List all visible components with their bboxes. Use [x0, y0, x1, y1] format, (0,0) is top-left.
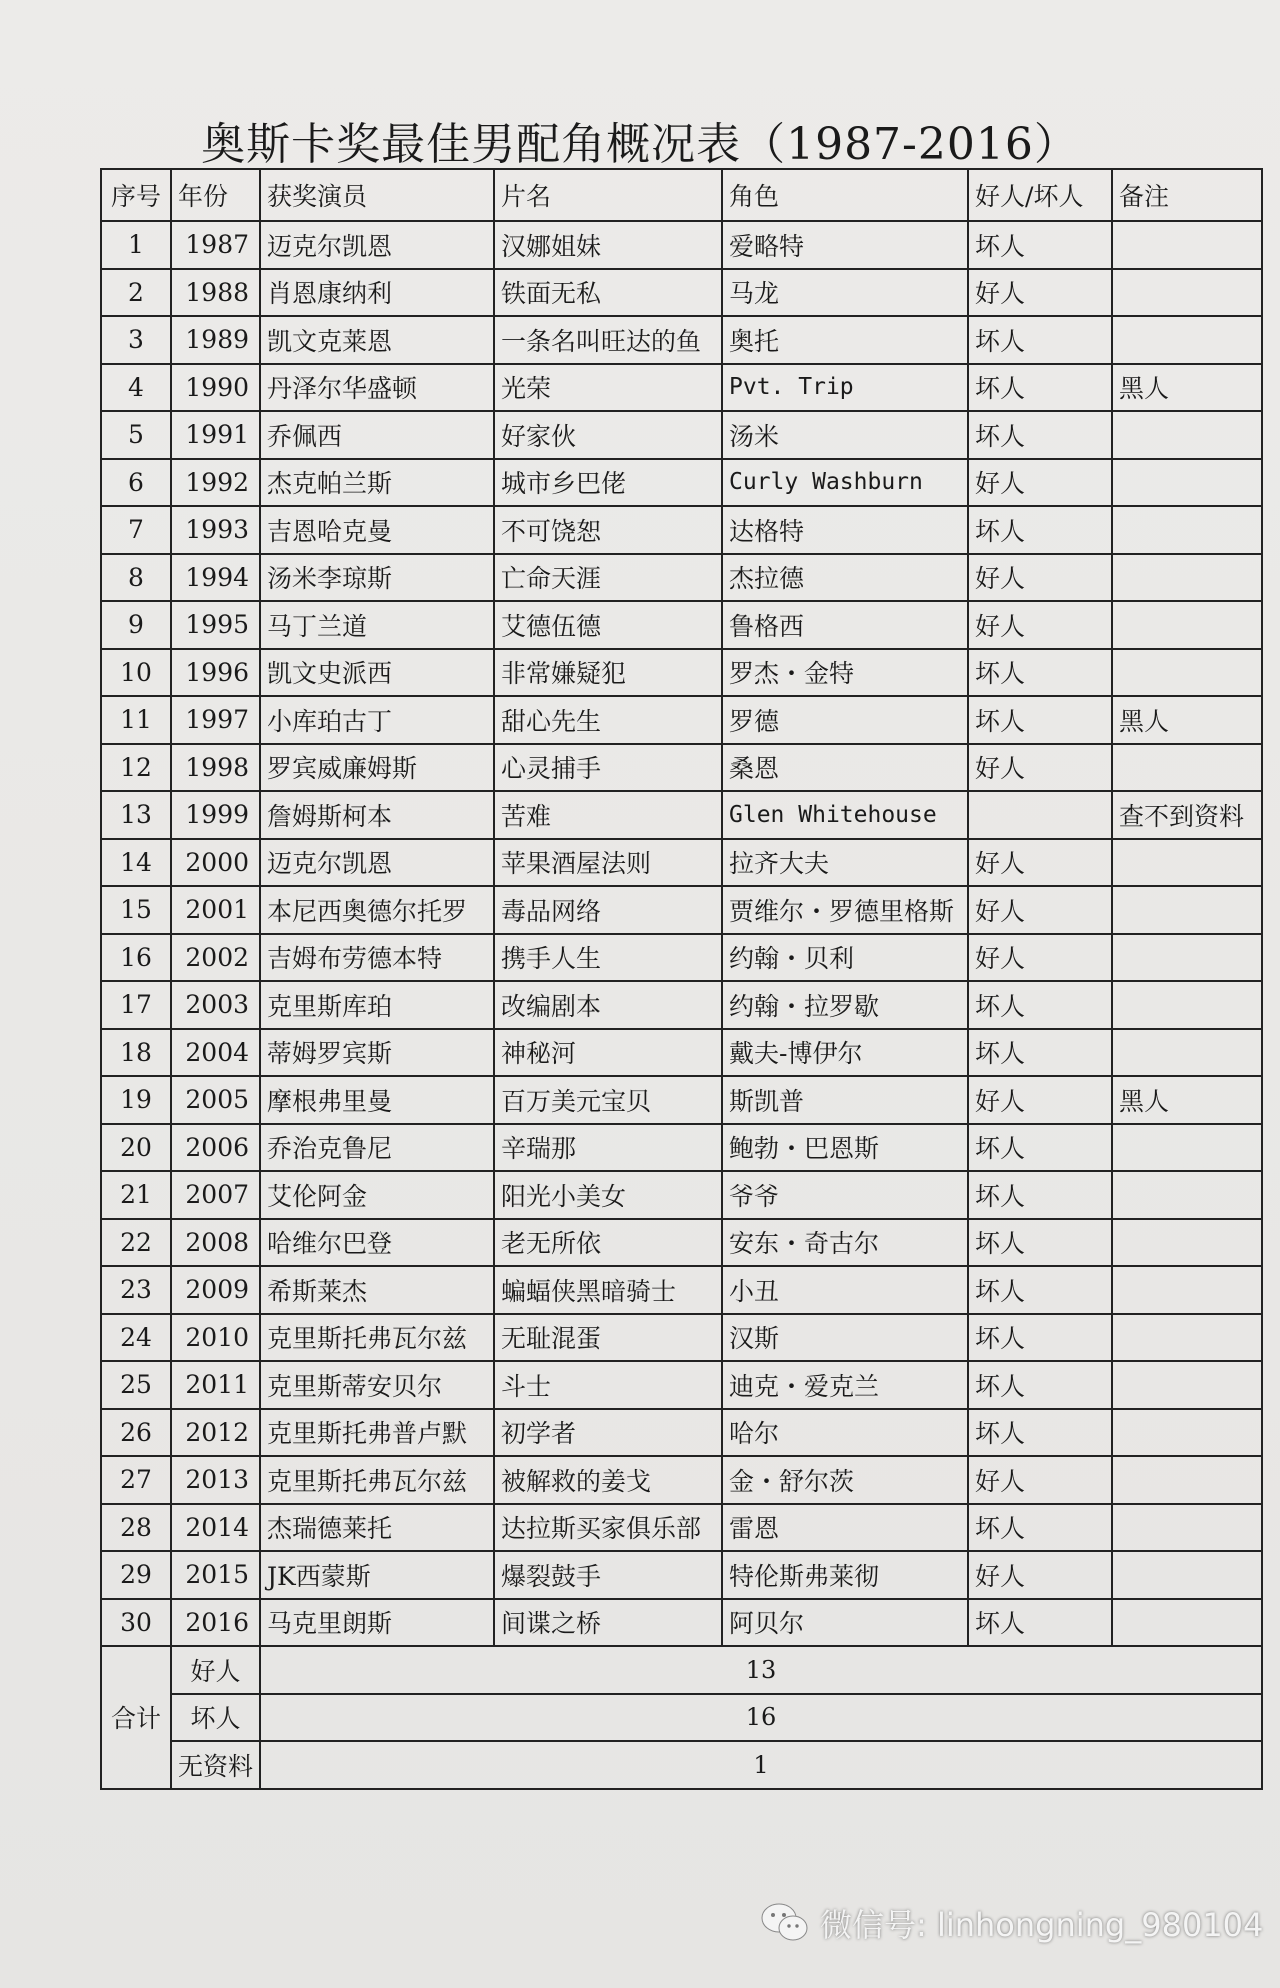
- row-role: 贾维尔・罗德里格斯: [722, 886, 968, 934]
- row-film: 铁面无私: [494, 269, 722, 317]
- row-actor: 哈维尔巴登: [260, 1219, 494, 1267]
- row-role: Curly Washburn: [722, 459, 968, 507]
- row-actor: 希斯莱杰: [260, 1266, 494, 1314]
- row-good-bad: 好人: [968, 1551, 1112, 1599]
- table-row: [101, 1599, 1262, 1647]
- table-row: [101, 1551, 1262, 1599]
- row-index: 5: [101, 411, 171, 459]
- table-row: [101, 1076, 1262, 1124]
- row-film: 艾德伍德: [494, 601, 722, 649]
- wechat-icon: [760, 1901, 810, 1945]
- row-year: 2015: [171, 1551, 260, 1599]
- row-film: 被解救的姜戈: [494, 1456, 722, 1504]
- row-index: 4: [101, 364, 171, 412]
- row-index: 12: [101, 744, 171, 792]
- row-film: 苦难: [494, 791, 722, 839]
- row-actor: 蒂姆罗宾斯: [260, 1029, 494, 1077]
- row-year: 1997: [171, 696, 260, 744]
- table-row: [101, 1456, 1262, 1504]
- row-actor: 凯文史派西: [260, 649, 494, 697]
- row-film: 初学者: [494, 1409, 722, 1457]
- row-note: [1112, 839, 1262, 887]
- row-film: 斗士: [494, 1361, 722, 1409]
- table-row: [101, 1409, 1262, 1457]
- row-index: 26: [101, 1409, 171, 1457]
- row-note: [1112, 744, 1262, 792]
- table-header-row: [101, 169, 1262, 221]
- header-index: 序号: [101, 169, 171, 221]
- row-good-bad: 坏人: [968, 1029, 1112, 1077]
- row-film: 辛瑞那: [494, 1124, 722, 1172]
- row-note: [1112, 506, 1262, 554]
- table-row: [101, 1266, 1262, 1314]
- row-actor: 本尼西奥德尔托罗: [260, 886, 494, 934]
- row-actor: JK西蒙斯: [260, 1551, 494, 1599]
- row-year: 2001: [171, 886, 260, 934]
- table-row: [101, 744, 1262, 792]
- row-role: 爱略特: [722, 221, 968, 269]
- row-note: [1112, 1219, 1262, 1267]
- row-good-bad: 好人: [968, 1076, 1112, 1124]
- row-good-bad: 好人: [968, 1456, 1112, 1504]
- row-film: 汉娜姐妹: [494, 221, 722, 269]
- row-year: 1991: [171, 411, 260, 459]
- row-note: [1112, 1504, 1262, 1552]
- row-good-bad: 坏人: [968, 1314, 1112, 1362]
- row-year: 1990: [171, 364, 260, 412]
- row-film: 甜心先生: [494, 696, 722, 744]
- header-note: 备注: [1112, 169, 1262, 221]
- row-role: 杰拉德: [722, 554, 968, 602]
- row-note: [1112, 886, 1262, 934]
- row-film: 苹果酒屋法则: [494, 839, 722, 887]
- row-year: 2004: [171, 1029, 260, 1077]
- row-actor: 杰克帕兰斯: [260, 459, 494, 507]
- table-row: [101, 1171, 1262, 1219]
- row-year: 2000: [171, 839, 260, 887]
- row-role: 马龙: [722, 269, 968, 317]
- table-row: [101, 506, 1262, 554]
- summary-item-label: 无资料: [171, 1741, 260, 1789]
- row-role: 戴夫-博伊尔: [722, 1029, 968, 1077]
- row-index: 28: [101, 1504, 171, 1552]
- row-role: 汤米: [722, 411, 968, 459]
- header-good-bad: 好人/坏人: [968, 169, 1112, 221]
- row-film: 无耻混蛋: [494, 1314, 722, 1362]
- row-year: 2003: [171, 981, 260, 1029]
- row-film: 爆裂鼓手: [494, 1551, 722, 1599]
- row-actor: 艾伦阿金: [260, 1171, 494, 1219]
- row-actor: 肖恩康纳利: [260, 269, 494, 317]
- row-role: 小丑: [722, 1266, 968, 1314]
- row-good-bad: 坏人: [968, 1171, 1112, 1219]
- row-good-bad: 好人: [968, 554, 1112, 602]
- awards-table: [100, 168, 1263, 1790]
- row-good-bad: 好人: [968, 459, 1112, 507]
- table-row: [101, 459, 1262, 507]
- row-year: 1988: [171, 269, 260, 317]
- row-film: 百万美元宝贝: [494, 1076, 722, 1124]
- table-row: [101, 411, 1262, 459]
- row-good-bad: 坏人: [968, 696, 1112, 744]
- row-role: 安东・奇古尔: [722, 1219, 968, 1267]
- summary-row: [101, 1741, 1262, 1789]
- row-index: 13: [101, 791, 171, 839]
- table-row: [101, 649, 1262, 697]
- row-note: 黑人: [1112, 696, 1262, 744]
- row-note: [1112, 459, 1262, 507]
- row-note: [1112, 1599, 1262, 1647]
- row-note: [1112, 554, 1262, 602]
- row-good-bad: 好人: [968, 886, 1112, 934]
- row-actor: 吉姆布劳德本特: [260, 934, 494, 982]
- row-index: 1: [101, 221, 171, 269]
- row-good-bad: 坏人: [968, 316, 1112, 364]
- table-row: [101, 316, 1262, 364]
- row-note: [1112, 1266, 1262, 1314]
- row-index: 6: [101, 459, 171, 507]
- row-note: [1112, 1171, 1262, 1219]
- header-actor: 获奖演员: [260, 169, 494, 221]
- row-note: [1112, 1124, 1262, 1172]
- summary-row: [101, 1694, 1262, 1742]
- row-actor: 乔佩西: [260, 411, 494, 459]
- summary-item-value: 16: [260, 1694, 1262, 1742]
- row-year: 1999: [171, 791, 260, 839]
- row-good-bad: 好人: [968, 601, 1112, 649]
- row-film: 心灵捕手: [494, 744, 722, 792]
- row-year: 2010: [171, 1314, 260, 1362]
- row-actor: 汤米李琼斯: [260, 554, 494, 602]
- table-row: [101, 554, 1262, 602]
- row-role: 罗杰・金特: [722, 649, 968, 697]
- row-index: 8: [101, 554, 171, 602]
- row-film: 阳光小美女: [494, 1171, 722, 1219]
- row-note: [1112, 269, 1262, 317]
- row-actor: 克里斯库珀: [260, 981, 494, 1029]
- row-actor: 克里斯蒂安贝尔: [260, 1361, 494, 1409]
- row-actor: 摩根弗里曼: [260, 1076, 494, 1124]
- row-good-bad: 好人: [968, 839, 1112, 887]
- row-good-bad: 坏人: [968, 1409, 1112, 1457]
- row-role: 哈尔: [722, 1409, 968, 1457]
- row-index: 10: [101, 649, 171, 697]
- row-year: 1989: [171, 316, 260, 364]
- row-role: 汉斯: [722, 1314, 968, 1362]
- row-index: 20: [101, 1124, 171, 1172]
- row-good-bad: 好人: [968, 269, 1112, 317]
- row-good-bad: 好人: [968, 744, 1112, 792]
- row-actor: 马克里朗斯: [260, 1599, 494, 1647]
- row-year: 2016: [171, 1599, 260, 1647]
- row-year: 1994: [171, 554, 260, 602]
- table-row: [101, 1314, 1262, 1362]
- row-good-bad: 坏人: [968, 364, 1112, 412]
- row-role: 罗德: [722, 696, 968, 744]
- row-year: 1992: [171, 459, 260, 507]
- row-note: [1112, 1361, 1262, 1409]
- row-note: [1112, 1551, 1262, 1599]
- table-row: [101, 364, 1262, 412]
- watermark-text: 微信号: linhongning_980104: [820, 1906, 1264, 1944]
- row-role: 斯凯普: [722, 1076, 968, 1124]
- row-actor: 小库珀古丁: [260, 696, 494, 744]
- page-title: 奥斯卡奖最佳男配角概况表（1987-2016）: [201, 119, 1079, 170]
- row-note: [1112, 1456, 1262, 1504]
- header-film: 片名: [494, 169, 722, 221]
- row-good-bad: [968, 791, 1112, 839]
- row-note: [1112, 221, 1262, 269]
- row-role: Glen Whitehouse: [722, 791, 968, 839]
- row-index: 11: [101, 696, 171, 744]
- row-index: 27: [101, 1456, 171, 1504]
- wechat-watermark: [760, 1900, 1263, 1946]
- row-index: 15: [101, 886, 171, 934]
- table-row: [101, 981, 1262, 1029]
- row-film: 蝙蝠侠黑暗骑士: [494, 1266, 722, 1314]
- row-year: 2008: [171, 1219, 260, 1267]
- row-note: 黑人: [1112, 364, 1262, 412]
- row-note: [1112, 316, 1262, 364]
- row-index: 7: [101, 506, 171, 554]
- header-role: 角色: [722, 169, 968, 221]
- row-year: 2013: [171, 1456, 260, 1504]
- row-role: 达格特: [722, 506, 968, 554]
- row-year: 2014: [171, 1504, 260, 1552]
- summary-item-label: 好人: [171, 1646, 260, 1694]
- row-year: 2006: [171, 1124, 260, 1172]
- row-note: [1112, 1409, 1262, 1457]
- row-actor: 克里斯托弗普卢默: [260, 1409, 494, 1457]
- row-role: 奥托: [722, 316, 968, 364]
- row-year: 2011: [171, 1361, 260, 1409]
- row-film: 非常嫌疑犯: [494, 649, 722, 697]
- row-actor: 吉恩哈克曼: [260, 506, 494, 554]
- row-year: 2002: [171, 934, 260, 982]
- table-row: [101, 791, 1262, 839]
- row-good-bad: 坏人: [968, 506, 1112, 554]
- row-role: 拉齐大夫: [722, 839, 968, 887]
- table-row: [101, 1124, 1262, 1172]
- row-actor: 克里斯托弗瓦尔兹: [260, 1314, 494, 1362]
- row-year: 1987: [171, 221, 260, 269]
- row-film: 达拉斯买家俱乐部: [494, 1504, 722, 1552]
- row-index: 2: [101, 269, 171, 317]
- row-index: 18: [101, 1029, 171, 1077]
- row-index: 21: [101, 1171, 171, 1219]
- row-good-bad: 坏人: [968, 1266, 1112, 1314]
- row-index: 24: [101, 1314, 171, 1362]
- row-actor: 迈克尔凯恩: [260, 839, 494, 887]
- row-year: 2009: [171, 1266, 260, 1314]
- table-row: [101, 886, 1262, 934]
- row-year: 2007: [171, 1171, 260, 1219]
- table-row: [101, 1361, 1262, 1409]
- row-year: 1993: [171, 506, 260, 554]
- table-row: [101, 269, 1262, 317]
- row-good-bad: 坏人: [968, 1124, 1112, 1172]
- row-year: 2012: [171, 1409, 260, 1457]
- row-role: Pvt. Trip: [722, 364, 968, 412]
- row-index: 9: [101, 601, 171, 649]
- summary-label: 合计: [101, 1646, 171, 1789]
- row-actor: 丹泽尔华盛顿: [260, 364, 494, 412]
- row-film: 城市乡巴佬: [494, 459, 722, 507]
- row-index: 14: [101, 839, 171, 887]
- row-good-bad: 好人: [968, 934, 1112, 982]
- table-row: [101, 839, 1262, 887]
- row-role: 雷恩: [722, 1504, 968, 1552]
- row-role: 阿贝尔: [722, 1599, 968, 1647]
- row-film: 神秘河: [494, 1029, 722, 1077]
- row-film: 光荣: [494, 364, 722, 412]
- row-note: [1112, 1314, 1262, 1362]
- row-good-bad: 坏人: [968, 981, 1112, 1029]
- row-good-bad: 坏人: [968, 1219, 1112, 1267]
- table-row: [101, 934, 1262, 982]
- row-note: [1112, 601, 1262, 649]
- row-note: [1112, 934, 1262, 982]
- row-role: 约翰・贝利: [722, 934, 968, 982]
- row-role: 约翰・拉罗歇: [722, 981, 968, 1029]
- row-index: 25: [101, 1361, 171, 1409]
- row-index: 29: [101, 1551, 171, 1599]
- row-good-bad: 坏人: [968, 1504, 1112, 1552]
- row-role: 鲍勃・巴恩斯: [722, 1124, 968, 1172]
- row-role: 爷爷: [722, 1171, 968, 1219]
- row-note: 查不到资料: [1112, 791, 1262, 839]
- row-index: 16: [101, 934, 171, 982]
- row-good-bad: 坏人: [968, 411, 1112, 459]
- row-actor: 马丁兰道: [260, 601, 494, 649]
- row-film: 一条名叫旺达的鱼: [494, 316, 722, 364]
- table-row: [101, 696, 1262, 744]
- summary-item-value: 13: [260, 1646, 1262, 1694]
- summary-item-value: 1: [260, 1741, 1262, 1789]
- row-film: 改编剧本: [494, 981, 722, 1029]
- table-row: [101, 601, 1262, 649]
- row-good-bad: 坏人: [968, 221, 1112, 269]
- row-index: 19: [101, 1076, 171, 1124]
- row-film: 携手人生: [494, 934, 722, 982]
- row-note: [1112, 411, 1262, 459]
- row-note: 黑人: [1112, 1076, 1262, 1124]
- table-row: [101, 1219, 1262, 1267]
- row-year: 2005: [171, 1076, 260, 1124]
- row-year: 1998: [171, 744, 260, 792]
- row-film: 毒品网络: [494, 886, 722, 934]
- row-good-bad: 坏人: [968, 1361, 1112, 1409]
- row-note: [1112, 649, 1262, 697]
- row-role: 桑恩: [722, 744, 968, 792]
- row-actor: 詹姆斯柯本: [260, 791, 494, 839]
- summary-item-label: 坏人: [171, 1694, 260, 1742]
- table-row: [101, 1029, 1262, 1077]
- row-note: [1112, 1029, 1262, 1077]
- row-index: 23: [101, 1266, 171, 1314]
- row-good-bad: 坏人: [968, 649, 1112, 697]
- row-year: 1995: [171, 601, 260, 649]
- table-row: [101, 1504, 1262, 1552]
- row-actor: 克里斯托弗瓦尔兹: [260, 1456, 494, 1504]
- row-index: 30: [101, 1599, 171, 1647]
- row-film: 亡命天涯: [494, 554, 722, 602]
- row-good-bad: 坏人: [968, 1599, 1112, 1647]
- table-row: [101, 221, 1262, 269]
- row-index: 17: [101, 981, 171, 1029]
- row-year: 1996: [171, 649, 260, 697]
- row-role: 特伦斯弗莱彻: [722, 1551, 968, 1599]
- row-actor: 凯文克莱恩: [260, 316, 494, 364]
- row-film: 不可饶恕: [494, 506, 722, 554]
- row-role: 迪克・爱克兰: [722, 1361, 968, 1409]
- row-note: [1112, 981, 1262, 1029]
- row-actor: 罗宾威廉姆斯: [260, 744, 494, 792]
- row-film: 老无所依: [494, 1219, 722, 1267]
- row-actor: 乔治克鲁尼: [260, 1124, 494, 1172]
- summary-row: [101, 1646, 1262, 1694]
- row-actor: 迈克尔凯恩: [260, 221, 494, 269]
- row-film: 好家伙: [494, 411, 722, 459]
- header-year: 年份: [171, 169, 260, 221]
- row-index: 22: [101, 1219, 171, 1267]
- row-film: 间谍之桥: [494, 1599, 722, 1647]
- row-role: 金・舒尔茨: [722, 1456, 968, 1504]
- row-index: 3: [101, 316, 171, 364]
- row-role: 鲁格西: [722, 601, 968, 649]
- row-actor: 杰瑞德莱托: [260, 1504, 494, 1552]
